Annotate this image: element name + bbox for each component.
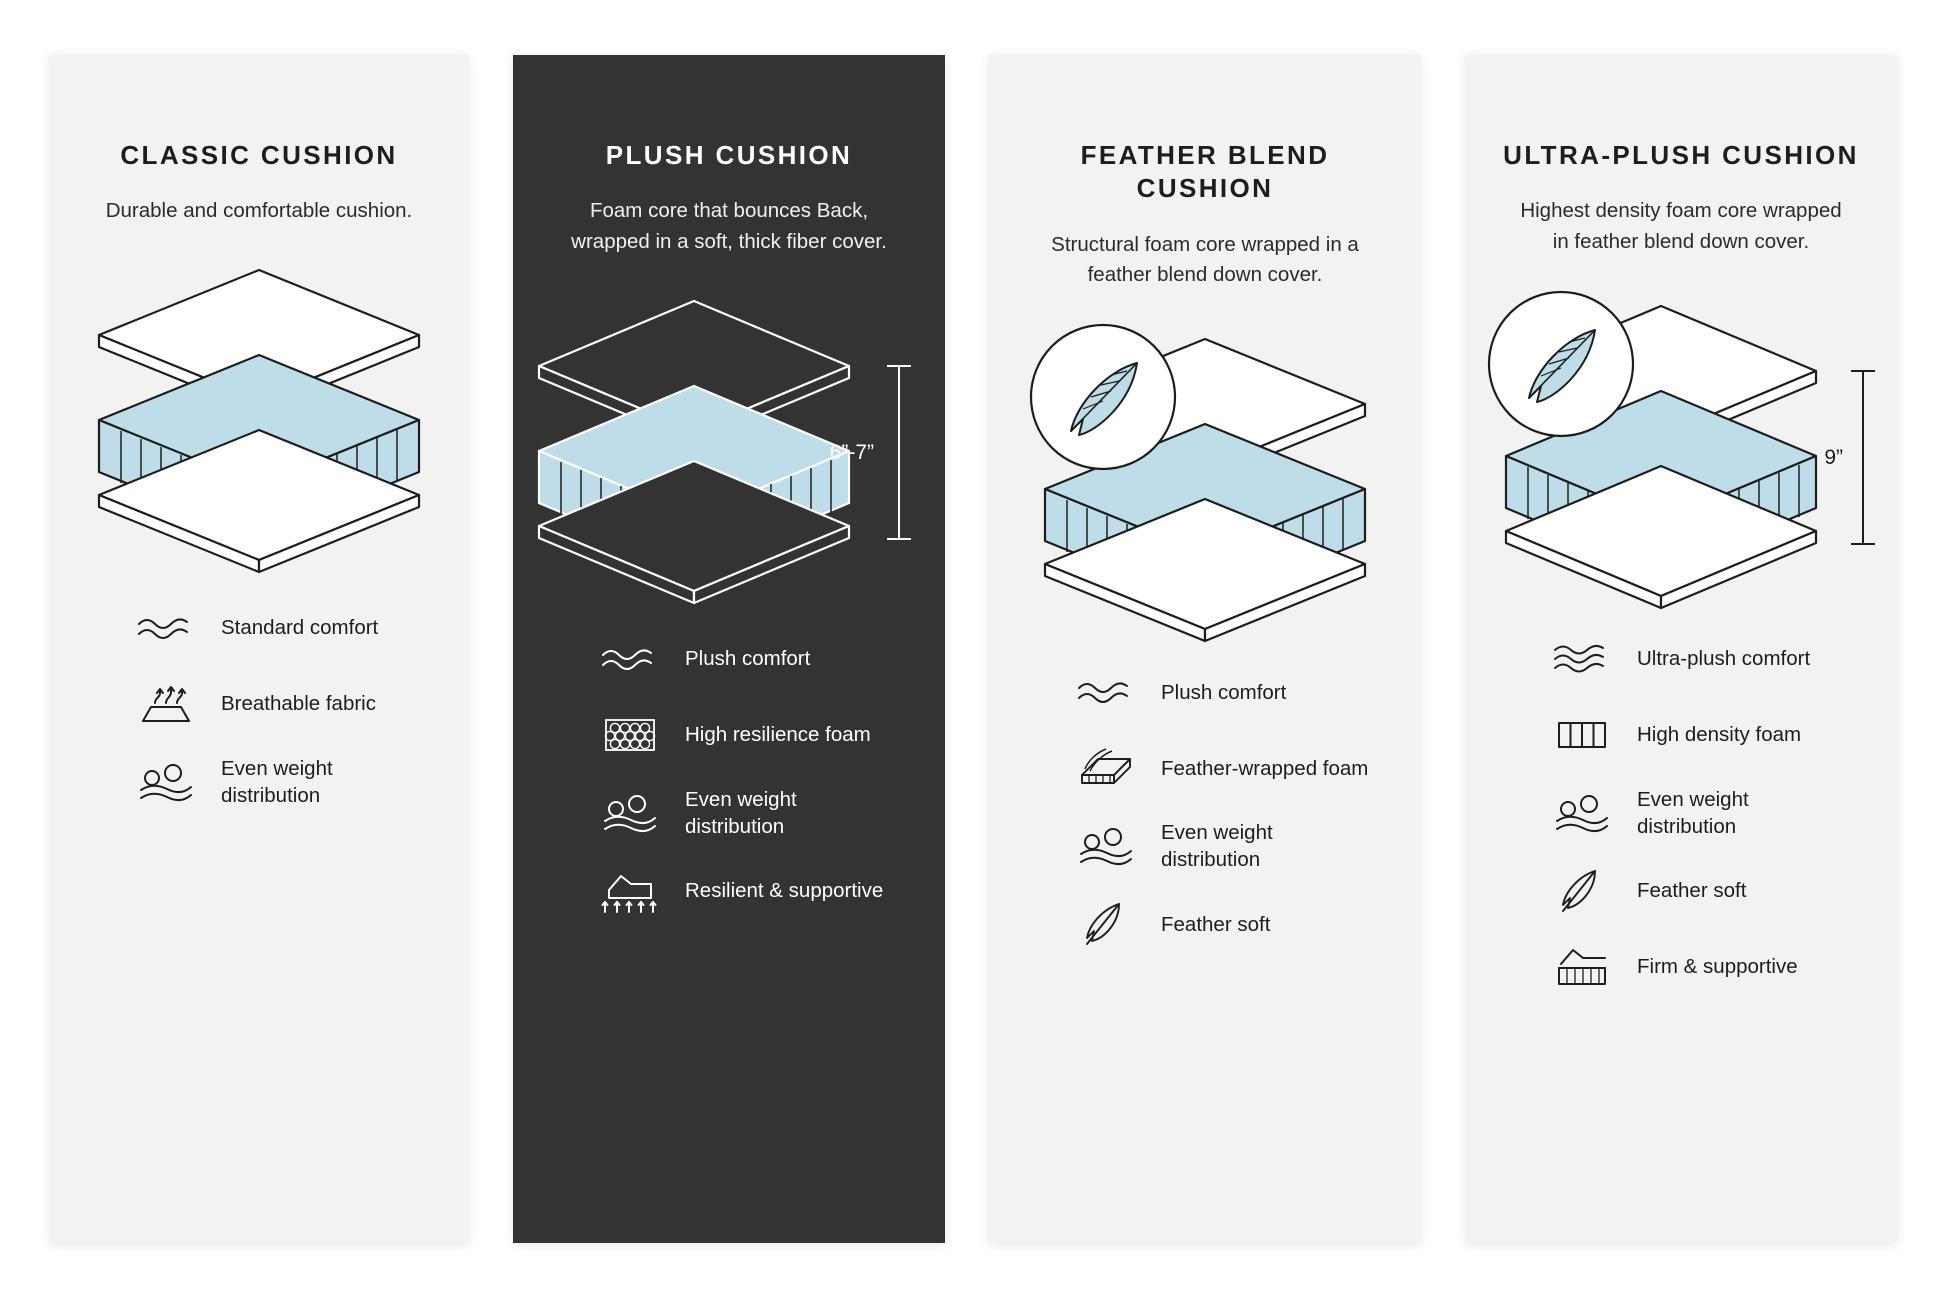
card-description: Durable and comfortable cushion. [105,199,413,223]
dimension-label: 6”-7” [829,440,874,464]
feature-label: Even weight distribution [221,757,333,808]
list-item [135,603,439,653]
feather-wrapped-foam-icon [1075,743,1137,793]
breathable-fabric-icon [135,679,197,729]
feature-list-classic [79,603,439,809]
cushion-exploded-diagram-plush [543,276,915,606]
page-title: ULTRA-PLUSH CUSHION [1503,140,1859,170]
feature-label: Even weight distribution [1637,787,1749,838]
feature-label: Plush comfort [1161,680,1287,704]
wave-icon [1551,634,1613,684]
list-item [1075,899,1391,949]
list-item [1551,786,1867,840]
list-item [1075,819,1391,873]
feature-label: Even weight distribution [1161,821,1273,872]
list-item [1551,634,1867,684]
card-description: Structural foam core wrapped in a feather blend down cover. [1051,232,1359,287]
feature-label: Ultra-plush comfort [1637,647,1811,671]
card-description: Highest density foam core wrapped in feather blend down cover. [1520,199,1842,254]
weight-distribution-icon [1551,788,1613,838]
card-feather-blend-cushion [989,55,1421,1243]
wave-icon [1075,667,1137,717]
feature-label: Firm & supportive [1637,955,1798,979]
list-item [1551,866,1867,916]
list-item [135,679,439,729]
list-item [1075,743,1391,793]
feather-badge-icon [1489,292,1633,436]
list-item [1075,667,1391,717]
list-item [1551,710,1867,760]
weight-distribution-icon [1075,821,1137,871]
weight-distribution-icon [135,757,197,807]
cushion-exploded-diagram-classic [79,245,439,575]
cushion-exploded-diagram-feather-blend [1019,309,1391,639]
list-item [599,786,915,840]
wave-icon [599,634,661,684]
feature-label: Feather soft [1637,879,1747,903]
feature-label: Plush comfort [685,647,811,671]
feature-list-ultra-plush [1495,634,1867,992]
feature-list-plush [543,634,915,916]
feather-icon [1551,866,1613,916]
feature-label: Resilient & supportive [685,879,884,903]
cushion-exploded-diagram-ultra-plush [1495,276,1867,606]
feature-label: High density foam [1637,723,1802,747]
feature-label: Even weight distribution [685,787,797,838]
feature-label: High resilience foam [685,723,871,747]
feather-icon [1075,899,1137,949]
list-item [599,710,915,760]
honeycomb-foam-icon [599,710,661,760]
list-item [599,866,915,916]
feature-label: Feather-wrapped foam [1161,756,1369,780]
feature-list-feather-blend [1019,667,1391,949]
feather-badge-icon [1031,325,1175,469]
list-item [135,755,439,809]
weight-distribution-icon [599,788,661,838]
high-density-foam-icon [1551,710,1613,760]
wave-icon [135,603,197,653]
card-description: Foam core that bounces Back, wrapped in a soft, thick fiber cover. [571,199,887,254]
dimension-label: 9” [1824,445,1843,469]
page-title: FEATHER BLEND CUSHION [1080,140,1330,204]
firm-support-icon [1551,942,1613,992]
page-title: PLUSH CUSHION [605,140,853,170]
card-classic-cushion [49,55,469,1243]
card-ultra-plush-cushion [1465,55,1897,1243]
feature-label: Breathable fabric [221,692,376,716]
dimension-indicator [1851,371,1875,544]
card-plush-cushion [513,55,945,1243]
feature-label: Feather soft [1161,912,1271,936]
dimension-indicator [887,366,911,539]
list-item [1551,942,1867,992]
resilient-support-icon [599,866,661,916]
page-title: CLASSIC CUSHION [120,140,398,170]
list-item [599,634,915,684]
feature-label: Standard comfort [221,616,379,640]
